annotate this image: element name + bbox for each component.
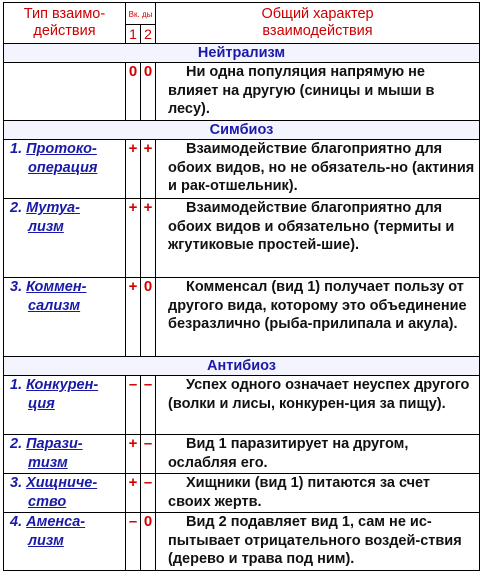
mutualism-name-line1[interactable]: Мутуа- [26, 200, 80, 216]
neutralism-name-cell [4, 63, 126, 121]
competition-sign-2: – [141, 376, 156, 435]
mutualism-sign-1: + [126, 199, 141, 278]
section-antibiosis-title: Антибиоз [4, 357, 480, 376]
neutralism-sign-1: 0 [126, 63, 141, 121]
amensalism-sign-1: – [126, 513, 141, 571]
header-species-1: 1 [126, 25, 141, 44]
section-antibiosis-row [4, 357, 480, 376]
commensalism-sign-1: + [126, 278, 141, 357]
mutualism-name-cell [4, 199, 126, 278]
parasitism-sign-1: + [126, 435, 141, 474]
header-type-cell [4, 3, 126, 44]
protocooperation-name-line2[interactable]: операция [28, 159, 98, 176]
competition-desc: Успех одного означает неуспех другого (волки и лисы, конкурен-ция за пищу). [156, 376, 480, 435]
section-symbiosis-row [4, 121, 480, 140]
commensalism-sign-2: 0 [141, 278, 156, 357]
mutualism-sign-2: + [141, 199, 156, 278]
row-commensalism [4, 278, 480, 357]
row-predation [4, 474, 480, 513]
amensalism-sign-2: 0 [141, 513, 156, 571]
amensalism-name-cell [4, 513, 126, 571]
parasitism-name-line1[interactable]: Парази- [26, 436, 83, 452]
protocooperation-name-line1[interactable]: Протоко- [26, 141, 97, 157]
protocooperation-desc: Взаимодействие благоприятно для обоих видов, но не обязатель-но (актиния и рак-отшельник). [156, 140, 480, 199]
amensalism-name-line2[interactable]: лизм [28, 532, 64, 549]
row-competition [4, 376, 480, 435]
mutualism-name-line2[interactable]: лизм [28, 218, 64, 235]
parasitism-sign-2: – [141, 435, 156, 474]
competition-name-cell [4, 376, 126, 435]
neutralism-sign-2: 0 [141, 63, 156, 121]
mutualism-num: 2. [10, 200, 23, 216]
commensalism-desc: Комменсал (вид 1) получает пользу от другого вида, которому это объединение безразлично (рыба-прилипала и акула). [156, 278, 480, 357]
protocooperation-num: 1. [10, 141, 23, 157]
header-species-2: 2 [141, 25, 156, 44]
amensalism-desc: Вид 2 подавляет вид 1, сам не ис-пытывает отрицательного воздей-ствия (дерево и трава под ним). [156, 513, 480, 571]
predation-num: 3. [10, 475, 23, 491]
header-type-line2: действия [33, 23, 96, 39]
header-type-line1: Тип взаимо- [23, 6, 106, 22]
commensalism-name-line1[interactable]: Коммен- [26, 279, 87, 295]
predation-name-line1[interactable]: Хищниче- [26, 475, 98, 491]
section-neutral-title: Нейтрализм [4, 44, 480, 63]
section-neutral-row [4, 44, 480, 63]
parasitism-desc: Вид 1 паразитирует на другом, ослабляя его. [156, 435, 480, 474]
neutralism-desc: Ни одна популяция напрямую не влияет на другую (синицы и мыши в лесу). [156, 63, 480, 121]
predation-sign-1: + [126, 474, 141, 513]
competition-num: 1. [10, 377, 23, 393]
parasitism-name-cell [4, 435, 126, 474]
row-amensalism [4, 513, 480, 571]
predation-sign-2: – [141, 474, 156, 513]
interactions-table-wrapper [3, 2, 480, 582]
header-species-cell [126, 3, 156, 25]
competition-name-line2[interactable]: ция [28, 395, 55, 412]
competition-sign-1: – [126, 376, 141, 435]
section-symbiosis-title: Симбиоз [4, 121, 480, 140]
header-general-cell [156, 3, 480, 44]
parasitism-num: 2. [10, 436, 23, 452]
protocooperation-sign-1: + [126, 140, 141, 199]
predation-name-line2[interactable]: ство [28, 493, 67, 510]
parasitism-name-line2[interactable]: тизм [28, 454, 68, 471]
row-neutralism [4, 63, 480, 121]
protocooperation-name-cell [4, 140, 126, 199]
commensalism-num: 3. [10, 279, 23, 295]
header-species-label: Вк. ды [128, 9, 153, 19]
header-general-line2: взаимодействия [262, 23, 373, 39]
row-parasitism [4, 435, 480, 474]
header-general-line1: Общий характер [261, 6, 374, 22]
row-mutualism [4, 199, 480, 278]
row-protocooperation [4, 140, 480, 199]
commensalism-name-line2[interactable]: сализм [28, 297, 81, 314]
mutualism-desc: Взаимодействие благоприятно для обоих видов и обязательно (термиты и жгутиковые простей-шие). [156, 199, 480, 278]
predation-name-cell [4, 474, 126, 513]
amensalism-name-line1[interactable]: Аменса- [26, 514, 86, 530]
protocooperation-sign-2: + [141, 140, 156, 199]
commensalism-name-cell [4, 278, 126, 357]
amensalism-num: 4. [10, 514, 23, 530]
header-row-top [4, 3, 480, 25]
interactions-table [3, 2, 480, 571]
predation-desc: Хищники (вид 1) питаются за счет своих жертв. [156, 474, 480, 513]
competition-name-line1[interactable]: Конкурен- [26, 377, 99, 393]
